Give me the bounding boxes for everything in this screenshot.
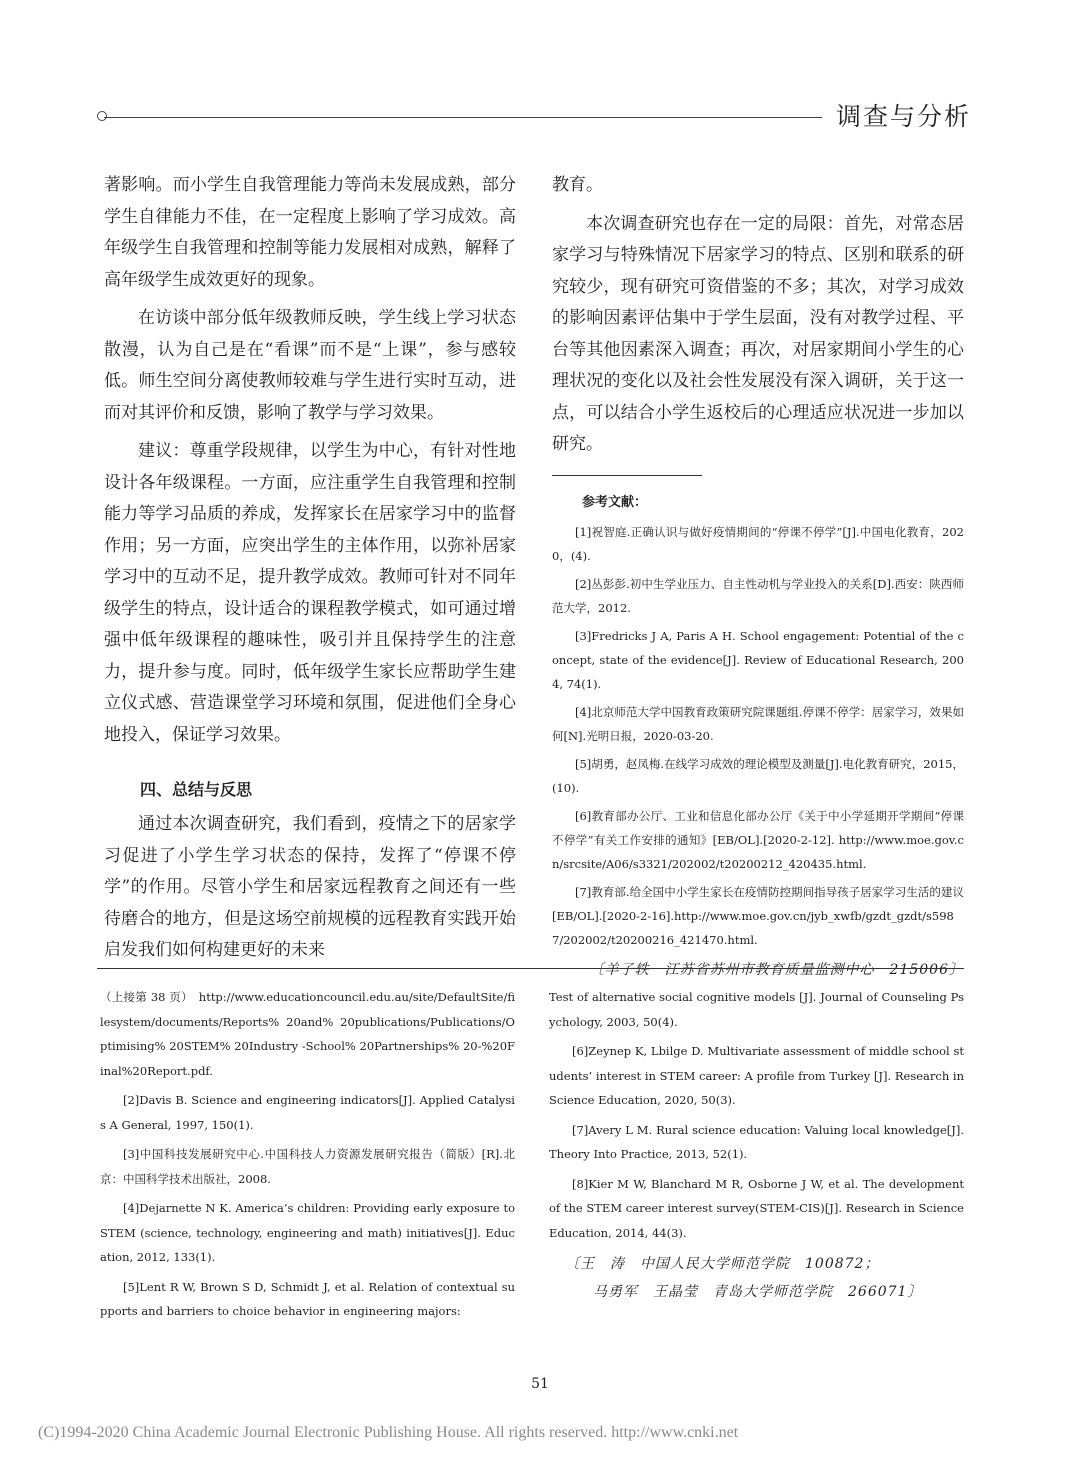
reference-item: [8]Kier M W, Blanchard M R, Osborne J W, et al. The development of the STEM career interest survey(STEM-CIS)[J]. Research in Science Education, 2014, 44(3).	[549, 1176, 964, 1240]
article-divider	[97, 968, 964, 969]
section-heading: 四、总结与反思	[140, 780, 253, 799]
left-column	[104, 170, 516, 974]
author-affiliation: 马勇军 王晶莹 青岛大学师范学院 266071〕	[593, 1284, 923, 1300]
body-paragraph: 著影响。而小学生自我管理能力等尚未发展成熟，部分学生自律能力不佳，在一定程度上影响了学习成效。高年级学生自我管理和控制等能力发展相对成熟，解释了高年级学生成效更好的现象。	[104, 175, 516, 290]
body-paragraph: 本次调查研究也存在一定的局限：首先，对常态居家学习与特殊情况下居家学习的特点、区别和联系的研究较少，现有研究可资借鉴的不多；其次，对学习成效的影响因素评估集中于学生层面，没有对教学过程、平台等其他因素深入调查；再次，对居家期间小学生的心理状况的变化以及社会性发展没有深入调研，关于这一点，可以结合小学生返校后的心理适应状况进一步加以研究。	[552, 213, 964, 454]
author-affiliation: 〔王 涛 中国人民大学师范学院 100872；	[565, 1256, 880, 1272]
references-title: 参考文献：	[582, 494, 648, 510]
reference-item: [7]Avery L M. Rural science education: Valuing local knowledge[J]. Theory Into Practice, 2013, 52(1).	[549, 1122, 964, 1161]
body-paragraph: 通过本次调查研究，我们看到，疫情之下的居家学习促进了小学生学习状态的保持，发挥了“停课不停学”的作用。尽管小学生和居家远程教育之间还有一些待磨合的地方，但是这场空前规模的远程教育实践开始启发我们如何构建更好的未来	[104, 814, 516, 960]
reference-item: [2]丛彭彭.初中生学业压力、自主性动机与学业投入的关系[D].西安：陕西师范大学，2012.	[552, 576, 964, 615]
reference-item: [2]Davis B. Science and engineering indicators[J]. Applied Catalysis A General, 1997, 150(1).	[100, 1093, 515, 1132]
header-dot-ornament	[97, 111, 107, 121]
reference-item: Test of alternative social cognitive models [J]. Journal of Counseling Psychology, 2003, 50(4).	[549, 990, 964, 1029]
references-rule	[552, 475, 702, 476]
reference-item: （上接第 38 页） http://www.educationcouncil.edu.au/site/DefaultSite/filesystem/documents/Reports% 20and% 20publications/Publications/Optimising% 20STEM% 20Industry -School% 20Partnerships% 20-%20Final%20Report.pdf.	[100, 990, 515, 1078]
body-paragraph: 教育。	[552, 175, 603, 195]
bottom-right-column	[549, 985, 964, 1306]
reference-item: [4]Dejarnette N K. America’s children: Providing early exposure to STEM (science, technology, engineering and math) initiatives[J]. Education, 2012, 133(1).	[100, 1201, 515, 1264]
reference-item: [7]教育部.给全国中小学生家长在疫情防控期间指导孩子居家学习生活的建议[EB/OL].[2020-2-16].http://www.moe.gov.cn/jyb_xwfb/gzdt_gzdt/s5987/202002/t20200216_421470.html.	[552, 884, 964, 947]
reference-item: [4]北京师范大学中国教育政策研究院课题组.停课不停学：居家学习，效果如何[N].光明日报，2020-03-20.	[552, 704, 964, 743]
author-affiliation: 〔羊子轶 江苏省苏州市教育质量监测中心 215006〕	[589, 961, 964, 978]
reference-item: [3]Fredricks J A, Paris A H. School engagement: Potential of the concept, state of the evidence[J]. Review of Educational Research, 2004, 74(1).	[552, 628, 964, 691]
body-paragraph: 建议：尊重学段规律，以学生为中心，有针对性地设计各年级课程。一方面，应注重学生自我管理和控制能力等学习品质的养成，发挥家长在居家学习中的监督作用；另一方面，应突出学生的主体作用，以弥补居家学习中的互动不足，提升教学成效。教师可针对不同年级学生的特点，设计适合的课程教学模式，如可通过增强中低年级课程的趣味性，吸引并且保持学生的注意力，提升参与度。同时，低年级学生家长应帮助学生建立仪式感、营造课堂学习环境和氛围，促进他们全身心地投入，保证学习效果。	[104, 441, 516, 745]
header-rule	[104, 117, 822, 118]
right-column	[552, 170, 964, 984]
reference-item: [6]教育部办公厅、工业和信息化部办公厅《关于中小学延期开学期间“停课不停学”有关工作安排的通知》[EB/OL].[2020-2-12]. http://www.moe.gov.cn/srcsite/A06/s3321/202002/t20200212_420435.html.	[552, 808, 964, 871]
reference-item: [3]中国科技发展研究中心.中国科技人力资源发展研究报告（简版）[R].北京：中国科学技术出版社，2008.	[100, 1147, 515, 1186]
copyright-footer: (C)1994-2020 China Academic Journal Electronic Publishing House. All rights reserved. http://www.cnki.net	[38, 1424, 739, 1441]
reference-list	[552, 520, 964, 952]
reference-item: [1]祝智庭.正确认识与做好疫情期间的“停课不停学”[J].中国电化教育，2020，(4).	[552, 524, 964, 563]
page-number: 51	[531, 1376, 549, 1392]
reference-item: [5]胡勇，赵凤梅.在线学习成效的理论模型及测量[J].电化教育研究，2015，(10).	[552, 756, 964, 795]
reference-item: [5]Lent R W, Brown S D, Schmidt J, et al. Relation of contextual supports and barriers to choice behavior in engineering majors:	[100, 1279, 515, 1318]
body-paragraph: 在访谈中部分低年级教师反映，学生线上学习状态散漫，认为自己是在“看课”而不是“上课”，参与感较低。师生空间分离使教师较难与学生进行实时互动，进而对其评价和反馈，影响了教学与学习效果。	[104, 308, 516, 423]
bottom-left-column	[100, 985, 515, 1329]
reference-item: [6]Zeynep K, Lbilge D. Multivariate assessment of middle school students’ interest in STEM career: A profile from Turkey [J]. Research in Science Education, 2020, 50(3).	[549, 1044, 964, 1107]
section-header-title: 调查与分析	[836, 102, 972, 131]
